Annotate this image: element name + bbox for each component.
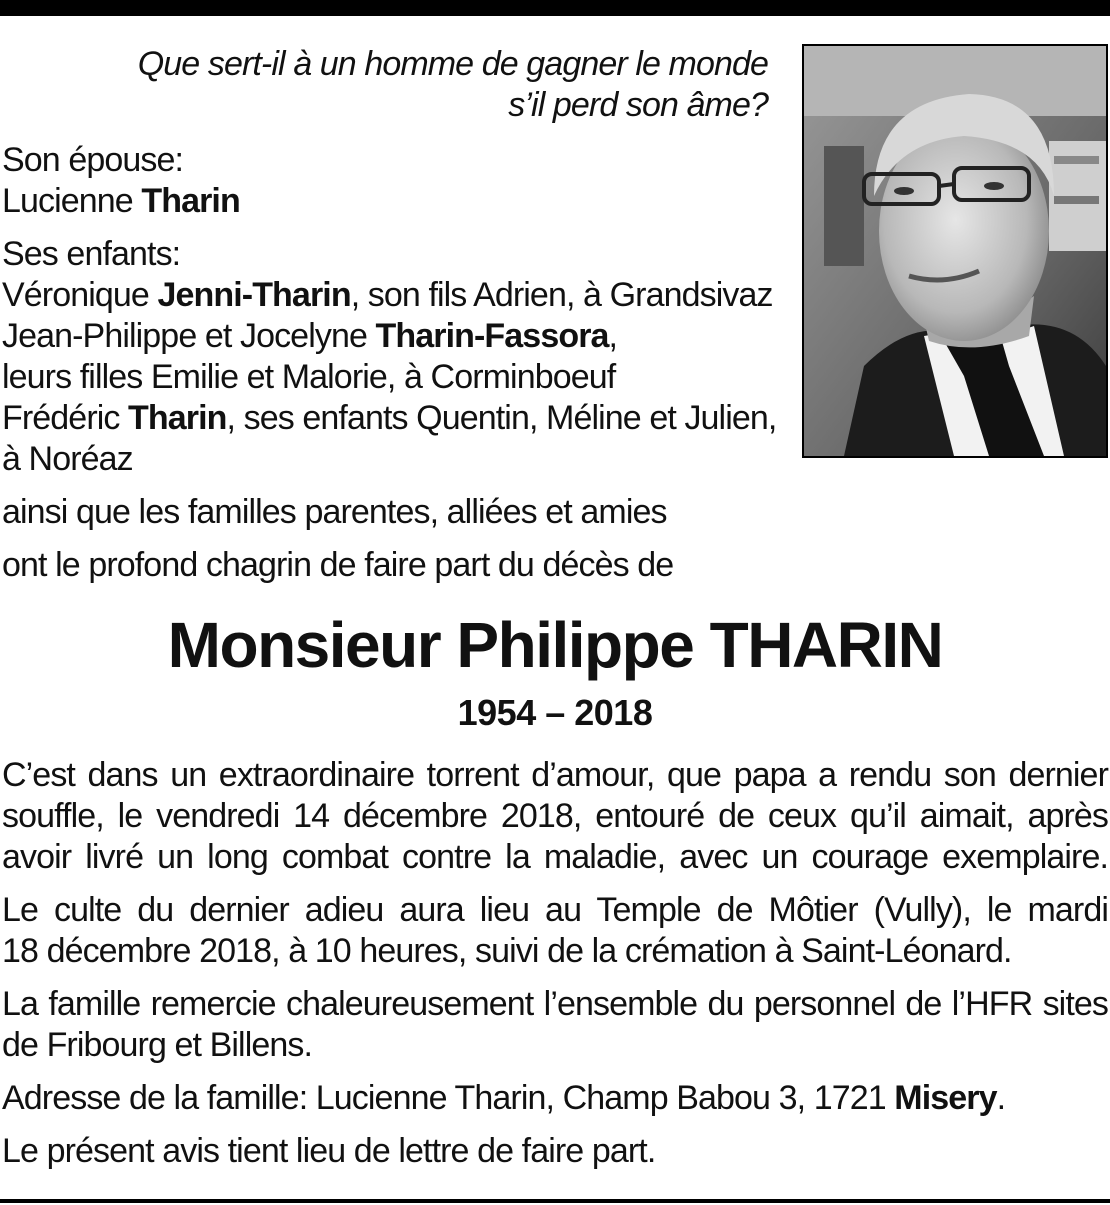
- announcement-line: ont le profond chagrin de faire part du décès de: [2, 546, 674, 584]
- p1-line-1: C’est dans un extraordinaire torrent d’amour, que papa a rendu son dernier: [2, 756, 1108, 794]
- portrait-image: [804, 46, 1106, 456]
- address-locality: Misery: [894, 1079, 997, 1117]
- spouse-name: [2, 181, 792, 222]
- child-3-last: Tharin: [128, 399, 227, 437]
- deceased-name: Monsieur Philippe THARIN: [167, 609, 943, 681]
- deceased-years: 1954 – 2018: [457, 692, 653, 733]
- epigraph-quote: [138, 44, 768, 126]
- spouse-section: [2, 140, 792, 222]
- p2-line-1: Le culte du dernier adieu aura lieu au Temple de Môtier (Vully), le mardi: [2, 891, 1108, 929]
- spouse-last-name: Tharin: [141, 182, 240, 220]
- body-paragraph-2: [2, 890, 1108, 972]
- p1-line-2: souffle, le vendredi 14 décembre 2018, entouré de ceux qu’il aimait, après: [2, 797, 1108, 835]
- p2-line-2: 18 décembre 2018, à 10 heures, suivi de la crémation à Saint-Léonard.: [2, 932, 1012, 970]
- child-entry-3: [2, 398, 792, 439]
- child-3-first: Frédéric: [2, 399, 129, 437]
- body-paragraph-3: [2, 984, 1108, 1066]
- spouse-heading: Son épouse:: [2, 141, 184, 179]
- portrait-photo: [802, 44, 1108, 458]
- child-entry-2-line-2: leurs filles Emilie et Malorie, à Corminboeuf: [2, 358, 616, 396]
- closing-note: Le présent avis tient lieu de lettre de faire part.: [2, 1132, 656, 1170]
- body-paragraph-1: [2, 755, 1108, 878]
- child-2-rest: ,: [608, 317, 618, 355]
- child-1-first: Véronique: [2, 276, 158, 314]
- address-text: Adresse de la famille: Lucienne Tharin, Champ Babou 3, 1721: [2, 1079, 895, 1117]
- child-2-first: Jean-Philippe et Jocelyne: [2, 317, 376, 355]
- announcement-body: [2, 755, 1108, 1172]
- children-heading: Ses enfants:: [2, 235, 181, 273]
- child-3-rest: , ses enfants Quentin, Méline et Julien,: [226, 399, 777, 437]
- child-1-last: Jenni-Tharin: [157, 276, 351, 314]
- top-rule: [0, 0, 1110, 16]
- child-2-last: Tharin-Fassora: [375, 317, 609, 355]
- spouse-first-name: Lucienne: [2, 182, 142, 220]
- child-entry-2: [2, 316, 792, 357]
- child-entry-1: [2, 275, 792, 316]
- families-line: ainsi que les familles parentes, alliées et amies: [2, 493, 667, 531]
- address-end: .: [996, 1079, 1006, 1117]
- quote-line-2: s’il perd son âme?: [508, 86, 768, 124]
- p1-line-3: avoir livré un long combat contre la maladie, avec un courage exemplaire.: [2, 838, 1108, 876]
- child-entry-3-line-2: à Noréaz: [2, 440, 133, 478]
- children-section: [2, 234, 792, 480]
- quote-line-1: Que sert-il à un homme de gagner le monde: [137, 45, 768, 83]
- p3-line-1: La famille remercie chaleureusement l’ensemble du personnel de l’HFR sites: [2, 985, 1108, 1023]
- family-list: [2, 140, 792, 586]
- p3-line-2: de Fribourg et Billens.: [2, 1026, 313, 1064]
- family-address: [2, 1078, 1108, 1119]
- bottom-rule: [0, 1199, 1110, 1203]
- child-1-rest: , son fils Adrien, à Grandsivaz: [350, 276, 773, 314]
